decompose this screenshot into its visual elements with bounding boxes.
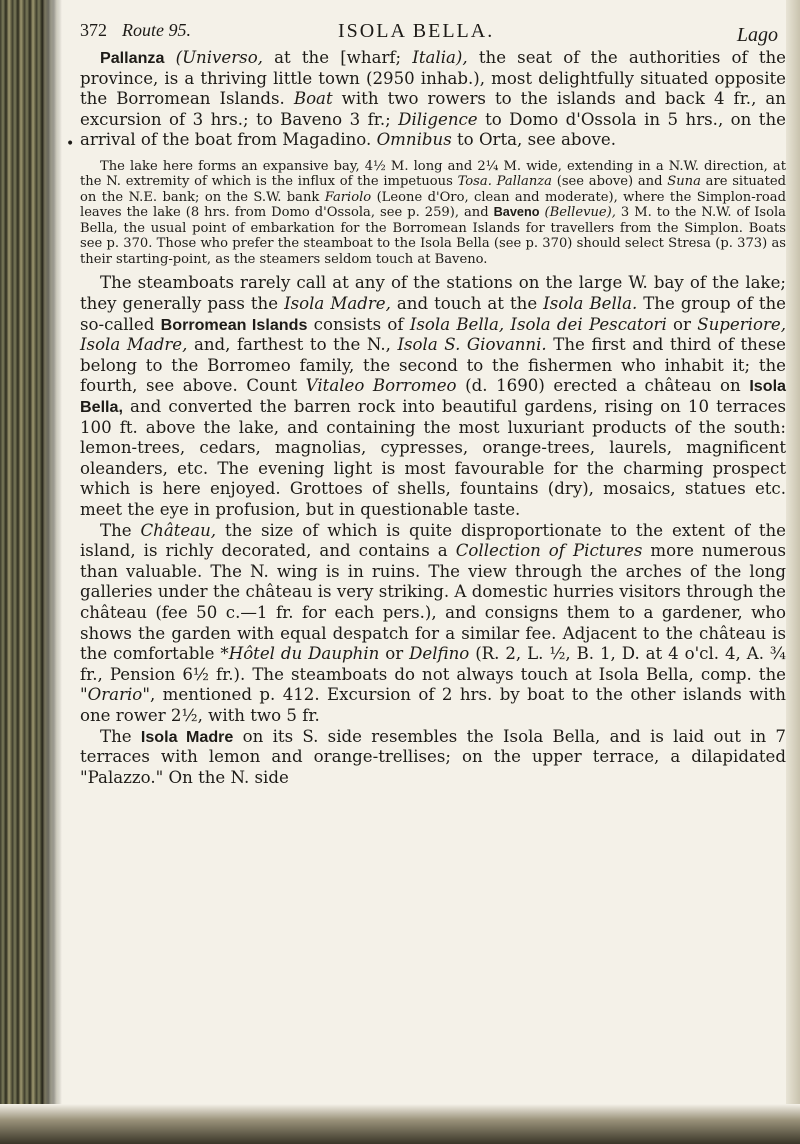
paragraph-3: The steamboats rarely call at any of the stations on the large W. bay of the lake; they generally pass the Isola Madre, and touch at the Isola Bella. The group of the so-called Borromean Islands consists of Isola Bella, Isola dei Pescatori or Superiore, Isola Madre, and, farthest to the N., Isola S. Giovanni. The first and third of these belong to the Borromeo family, the second to the fishermen who inhabit it; the fourth, see above. Count Vitaleo Borromeo (d. 1690) erected a château on Isola Bella, and converted the barren rock into beautiful gardens, rising on 10 terraces 100 ft. above the lake, and containing the most luxuriant products of the south: lemon-trees, cedars, magnolias, cypresses, orange-trees, laurels, magnificent oleanders, etc. The evening light is most favourable for the charming prospect which is here enjoyed. Grottoes of shells, fountains (dry), mosaics, statues etc. meet the eye in profusion, but in questionable taste. [80, 273, 787, 519]
book-binding [0, 0, 62, 1144]
page-edge [786, 0, 800, 1144]
running-header [80, 14, 786, 48]
margin-mark: • [66, 136, 75, 152]
book-page [66, 14, 787, 788]
paragraph-2: The lake here forms an expansive bay, 4½ M. long and 2¼ M. wide, extending in a N.W. direction, at the N. extremity of which is the influx of the impetuous Tosa. Pallanza (see above) and Suna are situated on the N.E. bank; on the S.W. bank Fariolo (Leone d'Oro, clean and moderate), where the Simplon-road leaves the lake (8 hrs. from Domo d'Ossola, see p. 259), and Baveno (Bellevue), 3 M. to the N.W. of Isola Bella, the usual point of embarkation for the Borromean Islands for travellers from the Simplon. Boats see p. 370. Those who prefer the steamboat to the Isola Bella (see p. 370) should select Stresa (p. 373) as their starting-point, as the steamers seldom touch at Baveno. [80, 158, 786, 267]
route-label: Route 95. [122, 20, 191, 40]
section-tag: Lago [736, 24, 778, 46]
paragraph-1: Pallanza (Universo, at the [wharf; Italia), the seat of the authorities of the province, is a thriving little town (2950 inhab.), most delightfully situated opposite the Borromean Islands. Boat with two rowers to the islands and back 4 fr., an excursion of 3 hrs.; to Baveno 3 fr.; Diligence to Domo d'Ossola in 5 hrs., on the arrival of the boat from Magadino. Omnibus to Orta, see above. [80, 48, 786, 150]
paragraph-4: The Château, the size of which is quite disproportionate to the extent of the island, is richly decorated, and contains a Collection of Pictures more numerous than valuable. The N. wing is in ruins. The view through the arches of the long galleries under the château is very striking. A domestic hurries visitors through the château (fee 50 c.—1 fr. for each pers.), and consigns them to a gardener, who shows the garden with equal despatch for a similar fee. Adjacent to the château is the comfortable *Hôtel du Dauphin or Delfino (R. 2, L. ½, B. 1, D. at 4 o'cl. 4, A. ¾ fr., Pension 6½ fr.). The steamboats do not always touch at Isola Bella, comp. the "Orario", mentioned p. 412. Excursion of 2 hrs. by boat to the other islands with one rower 2½, with two 5 fr. [80, 520, 787, 725]
body-text [66, 48, 787, 788]
page-number: 372 [80, 20, 107, 40]
running-title: ISOLA BELLA. [338, 20, 495, 42]
page-bottom-shadow [0, 1104, 800, 1144]
paragraph-5: The Isola Madre on its S. side resembles the Isola Bella, and is laid out in 7 terraces with lemon and orange-trellises; on the upper terrace, a dilapidated "Palazzo." On the N. side [80, 726, 786, 787]
